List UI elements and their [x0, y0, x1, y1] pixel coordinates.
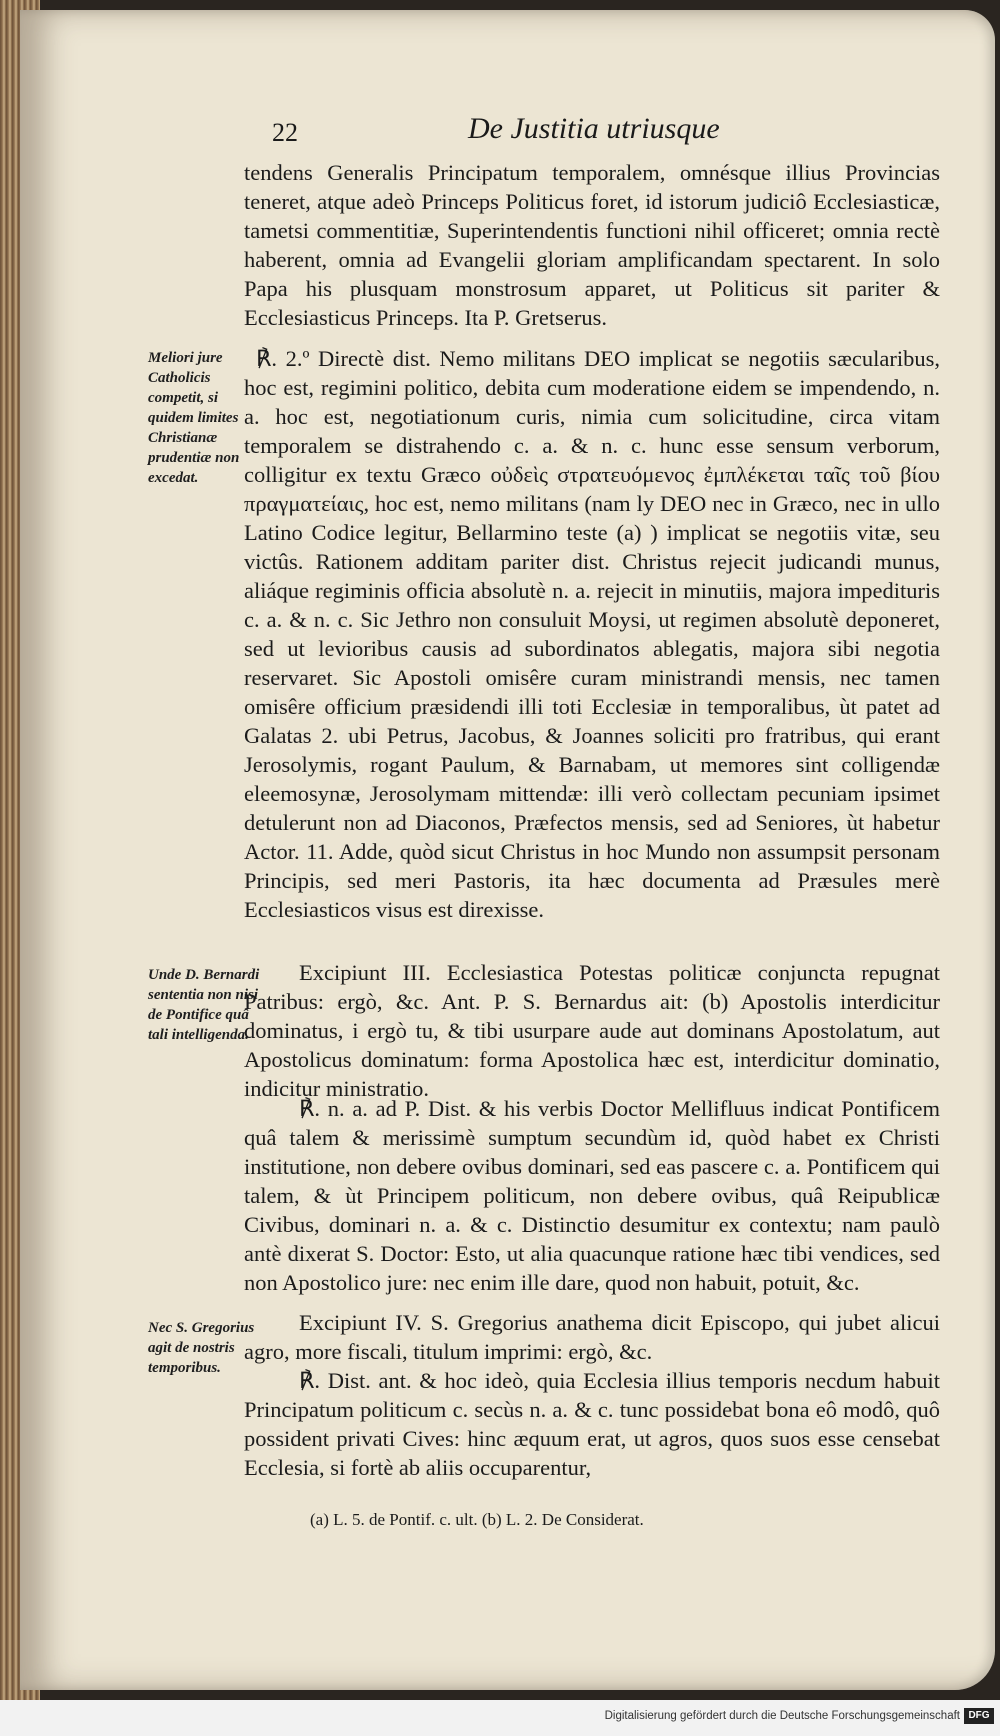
paragraph-objection-4 [244, 1308, 940, 1366]
page-number: 22 [272, 118, 298, 147]
paragraph-response-4 [244, 1366, 940, 1482]
margin-note-3: Nec S. Gregorius agit de nostris temporibus. [148, 1320, 255, 1376]
running-head: De Justitia utriusque [468, 112, 720, 145]
paragraph: tendens Generalis Principatum temporalem, omnésque illius Provincias teneret, atque adeò Princeps Politicus foret, id istorum judiciô Ecclesiasticæ, tametsi commentitiæ, Superintendentis functioni nihil officeret; omnia rectè haberent, omnia ad Evangelii gloriam amplificandam spectarent. In solo Papa his plusquam monstrosum apparet, ut Politicus sit pariter & Ecclesiasticus Princeps. Ita P. Gretserus. [244, 160, 940, 330]
dfg-logo-icon: DFG [964, 1708, 994, 1724]
paragraph: ℟. Dist. ant. & hoc ideò, quia Ecclesia illius temporis necdum habuit Principatum politicum c. secùs n. a. & c. tunc possidebat bona eô modô, quô possident privati Cives: hinc æquum erat, ut agros, quos suos esse censebat Ecclesia, si fortè ab aliis occuparentur, [244, 1368, 940, 1480]
paragraph: Excipiunt IV. S. Gregorius anathema dicit Episcopo, qui jubet alicui agro, more fiscali, titulum imprimi: ergò, &c. [244, 1310, 940, 1364]
footnotes: (a) L. 5. de Pontif. c. ult. (b) L. 2. De Considerat. [310, 1510, 644, 1529]
paragraph-response-2 [244, 344, 940, 924]
paragraph: ℟. 2.º Directè dist. Nemo militans DEO implicat se negotiis sæcularibus, hoc est, regimini politico, debita cum moderatione eidem se impendendo, n. a. hoc est, negotiationum curis, nimia cum solicitudine, circa vitam temporalem se distrahendo c. a. & n. c. hunc esse sensum verborum, colligitur ex textu Græco οὐδεὶς στρατευόμενος ἐμπλέκεται ταῖς τοῦ βίου πραγματείαις, hoc est, nemo militans (nam ly DEO nec in Græco, nec in ullo Latino Codice legitur, Bellarmino teste (a) ) implicat se negotiis vitæ, seu victûs. Rationem additam pariter dist. Christus rejecit judicandi munus, aliáque regiminis officia absolutè n. a. rejecit in minutiis, majora impedituris c. a. & n. c. Sic Jethro non consuluit Moysi, ut regimen absolutè deponeret, sed ut levioribus causis ad subordinatos ablegatis, majora sibi negotia reservaret. Sic Apostoli omisêre curam ministrandi mensis, nec tamen omisêre officium præsidendi illi toti Ecclesiæ in temporalibus, ùt patet ad Galatas 2. ubi Petrus, Jacobus, & Joannes soliciti pro fratribus, qui erant Jerosolymis, rogant Paulum, & Barnabam, ut memores sint colligendæ eleemosynæ, Jerosolymam mittendæ: illi verò collectam pecuniam ipsimet detulerunt non ad Diaconos, Præfectos mensis, sed ad Seniores, ùt habetur Actor. 11. Adde, quòd sicut Christus in hoc Mundo non assumpsit personam Principis, sed meri Pastoris, ita hæc documenta ad Præsules merè Ecclesiasticos visus est direxisse. [244, 346, 940, 922]
margin-note-2: Unde D. Bernardi sententia non nisi de Pontifice quâ tali intelligenda. [148, 967, 260, 1043]
paragraph: ℟. n. a. ad P. Dist. & his verbis Doctor Mellifluus indicat Pontificem quâ talem & merissimè sumptum secundùm id, quòd habet ex Christi institutione, non debere ovibus dominari, sed eas pascere c. a. Pontificem qui talem, & ùt Principem politicum, non debere ovibus, quâ Reipublicæ Civibus, dominari n. a. & c. Distinctio desumitur ex contextu; nam paulò antè dixerat S. Doctor: Esto, ut alia quacunque ratione hæc tibi vendices, sed non Apostolico jure: nec enim ille dare, quod non habuit, potuit, &c. [244, 1096, 940, 1295]
footer-bar [0, 1700, 1000, 1736]
paragraph-response-3 [244, 1094, 940, 1297]
paragraph-continuation [244, 158, 940, 332]
margin-note-1: Meliori jure Catholicis competit, si quidem limites Christianæ prudentiæ non excedat. [148, 350, 240, 486]
paragraph-objection-3 [244, 958, 940, 1103]
footer-credit: Digitalisierung gefördert durch die Deutsche Forschungsgemeinschaft [604, 1710, 960, 1722]
page-header [0, 112, 1000, 158]
paragraph: Excipiunt III. Ecclesiastica Potestas politicæ conjuncta repugnat Patribus: ergò, &c. Ant. P. S. Bernardus ait: (b) Apostolis interdicitur dominatus, i ergò tu, & tibi usurpare aude aut dominans Apostolatum, aut Apostolicus dominatum: forma Apostolica hæc est, interdicitur dominatio, indicitur ministratio. [244, 960, 940, 1101]
